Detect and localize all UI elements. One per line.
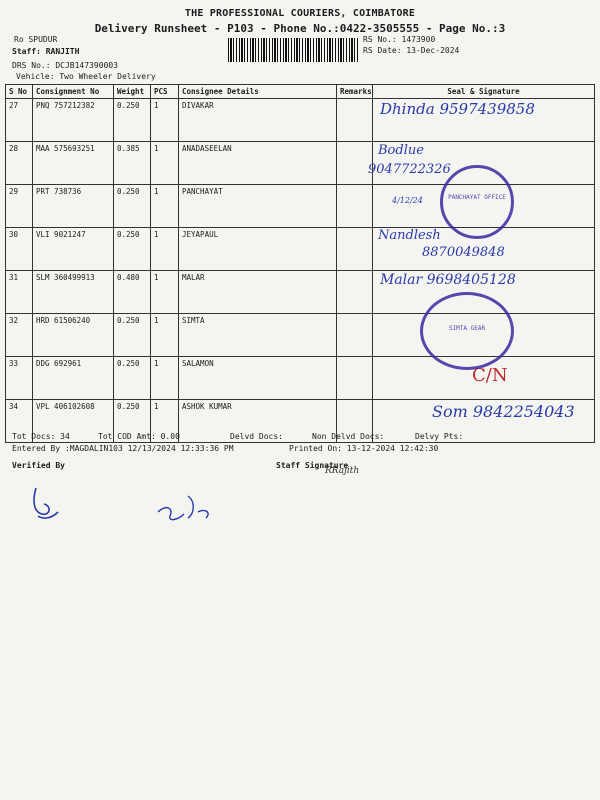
col-sno: S No <box>6 85 33 99</box>
table-row <box>6 142 595 185</box>
cell-sno: 33 <box>6 357 33 400</box>
cell-sno: 31 <box>6 271 33 314</box>
cell-weight: 0.250 <box>114 400 151 443</box>
cell-consignment: PNQ 757212382 <box>33 99 114 142</box>
cell-remarks <box>337 99 373 142</box>
verified-by-label: Verified By <box>12 461 65 470</box>
col-consignee: Consignee Details <box>179 85 337 99</box>
company-name: THE PROFESSIONAL COURIERS, COIMBATORE <box>184 8 416 19</box>
staff-label: Staff: RANJITH <box>12 47 80 56</box>
cell-remarks <box>337 271 373 314</box>
handwritten-signature-row28: Bodlue <box>378 143 424 158</box>
cell-sno: 27 <box>6 99 33 142</box>
cell-consignee: ASHOK KUMAR <box>179 400 337 443</box>
drs-number: DRS No.: DCJB147390003 <box>12 61 118 70</box>
cell-weight: 0.250 <box>114 228 151 271</box>
cell-pcs: 1 <box>151 185 179 228</box>
entered-by: Entered By :MAGDALIN103 12/13/2024 12:33:36 PM <box>12 444 234 453</box>
handwritten-signature-row30: Nandlesh <box>378 228 441 243</box>
route-label: Ro SPUDUR <box>14 35 58 44</box>
col-consignment: Consignment No <box>33 85 114 99</box>
cell-pcs: 1 <box>151 314 179 357</box>
total-docs: Tot Docs: 34 <box>12 432 70 441</box>
staff-signature-label: Staff Signature <box>276 461 349 470</box>
handwritten-signature-row31: Malar 9698405128 <box>380 272 516 288</box>
cell-consignment: PRT 738736 <box>33 185 114 228</box>
cell-sno: 30 <box>6 228 33 271</box>
cell-consignment: DDG 692961 <box>33 357 114 400</box>
cell-consignee: MALAR <box>179 271 337 314</box>
cell-weight: 0.250 <box>114 99 151 142</box>
handwritten-signature-row27: Dhinda 9597439858 <box>380 100 535 118</box>
handwritten-date-row29: 4/12/24 <box>392 196 423 205</box>
cell-consignment: SLM 360499913 <box>33 271 114 314</box>
cell-weight: 0.250 <box>114 357 151 400</box>
col-seal-signature: Seal & Signature <box>373 85 595 99</box>
cell-pcs: 1 <box>151 99 179 142</box>
cell-weight: 0.480 <box>114 271 151 314</box>
cell-sno: 34 <box>6 400 33 443</box>
cell-remarks <box>337 357 373 400</box>
cell-weight: 0.385 <box>114 142 151 185</box>
handwritten-cn-row33: C/N <box>472 365 508 386</box>
cell-weight: 0.250 <box>114 314 151 357</box>
printed-on: Printed On: 13-12-2024 12:42:30 <box>289 444 439 453</box>
runsheet-title: Delivery Runsheet - P103 - Phone No.:0422-3505555 - Page No.:3 <box>94 22 506 35</box>
handwritten-signature-row34: Som 9842254043 <box>432 402 575 421</box>
cell-consignee: PANCHAYAT <box>179 185 337 228</box>
panchayat-seal-text: PANCHAYAT OFFICE <box>448 194 506 201</box>
total-cod: Tot COD Amt: 0.00 <box>98 432 180 441</box>
non-delivered-docs: Non Delvd Docs: <box>312 432 385 441</box>
runsheet-table <box>5 84 595 443</box>
cell-weight: 0.250 <box>114 185 151 228</box>
cell-consignee: DIVAKAR <box>179 99 337 142</box>
cell-pcs: 1 <box>151 271 179 314</box>
col-pcs: PCS <box>151 85 179 99</box>
cell-remarks <box>337 228 373 271</box>
cell-sno: 29 <box>6 185 33 228</box>
cell-remarks <box>337 185 373 228</box>
cell-sno: 28 <box>6 142 33 185</box>
cell-consignee: JEYAPAUL <box>179 228 337 271</box>
table-row <box>6 228 595 271</box>
delivery-points: Delvy Pts: <box>415 432 464 441</box>
cell-consignment: VLI 9021247 <box>33 228 114 271</box>
cell-consignment: VPL 406102608 <box>33 400 114 443</box>
cell-sno: 32 <box>6 314 33 357</box>
cell-pcs: 1 <box>151 228 179 271</box>
delivered-docs: Delvd Docs: <box>230 432 283 441</box>
col-remarks: Remarks <box>337 85 373 99</box>
simta-seal <box>420 292 514 370</box>
cell-consignment: MAA 575693251 <box>33 142 114 185</box>
table-header-row <box>6 85 595 99</box>
cell-consignment: HRD 61506240 <box>33 314 114 357</box>
cell-consignee: SIMTA <box>179 314 337 357</box>
cell-pcs: 1 <box>151 400 179 443</box>
panchayat-seal <box>440 165 514 239</box>
rs-number: RS No.: 1473900 <box>363 35 436 44</box>
verifier-signature-scribble <box>28 482 228 532</box>
cell-consignee: SALAMON <box>179 357 337 400</box>
handwritten-phone-row30: 8870049848 <box>422 245 505 260</box>
cell-pcs: 1 <box>151 357 179 400</box>
col-weight: Weight <box>114 85 151 99</box>
cell-consignee: ANADASEELAN <box>179 142 337 185</box>
vehicle-label: Vehicle: Two Wheeler Delivery <box>16 72 156 81</box>
cell-remarks <box>337 314 373 357</box>
handwritten-phone-row28: 9047722326 <box>368 162 451 177</box>
barcode <box>228 38 358 62</box>
staff-signature-handwritten: RRajith <box>325 466 360 476</box>
simta-seal-text: SIMTA GEAR <box>448 325 486 332</box>
rs-date: RS Date: 13-Dec-2024 <box>363 46 460 55</box>
cell-pcs: 1 <box>151 142 179 185</box>
